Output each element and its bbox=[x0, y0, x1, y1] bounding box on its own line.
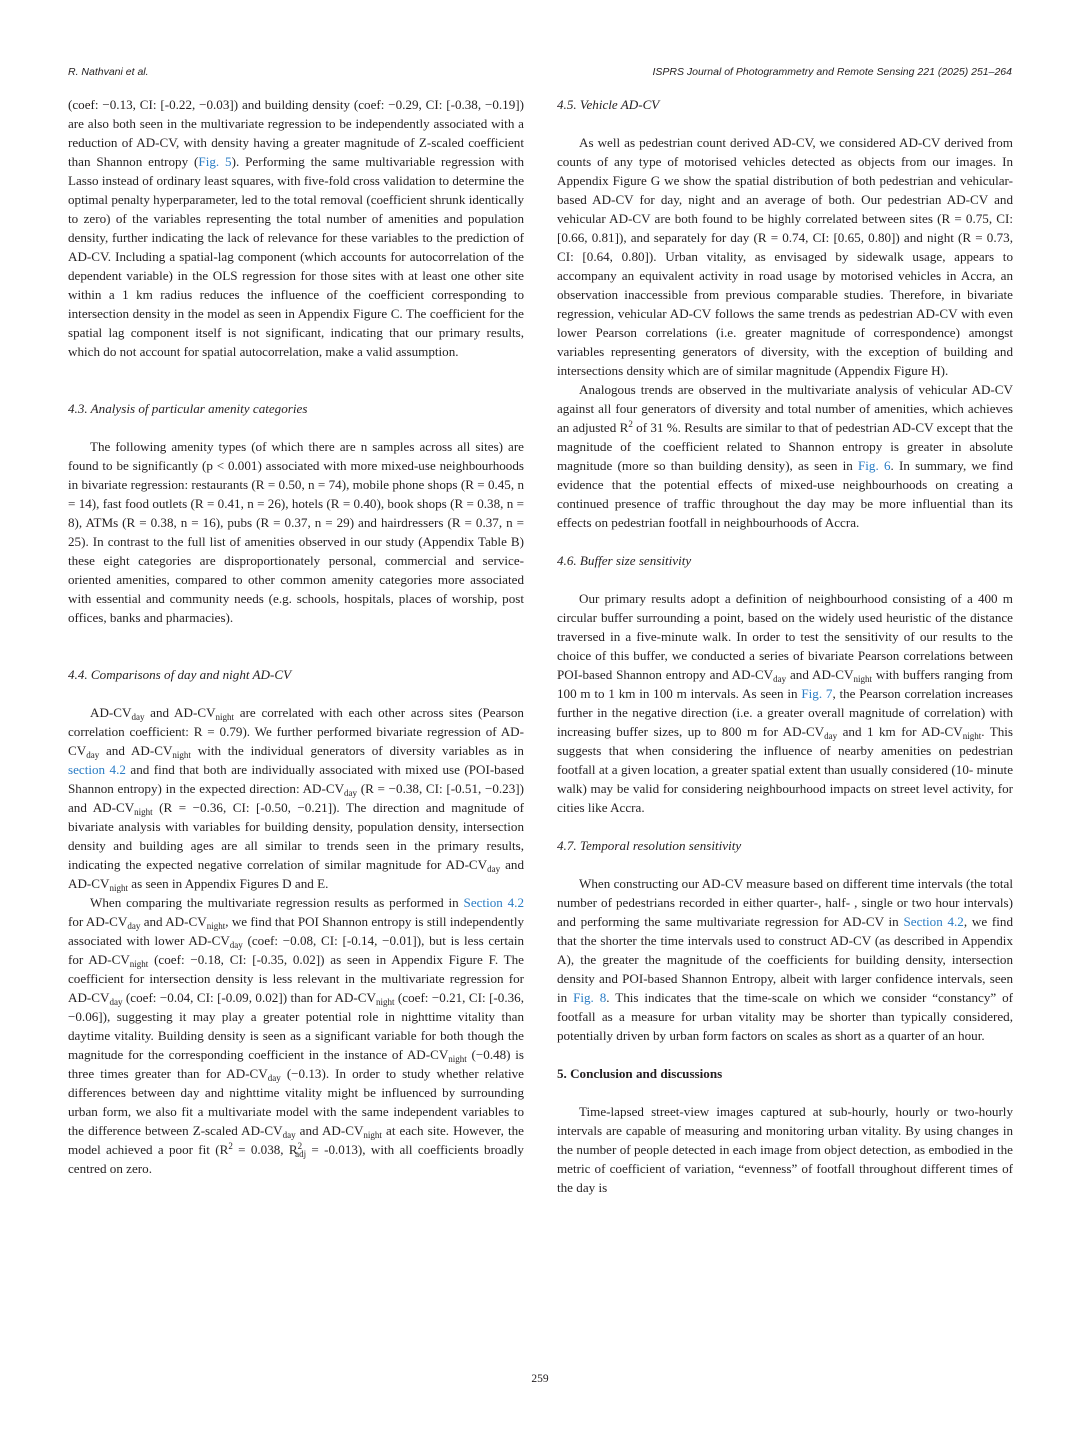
fig7-link[interactable]: Fig. 7 bbox=[801, 686, 833, 701]
section-4-2-link[interactable]: section 4.2 bbox=[68, 762, 126, 777]
paragraph-amenity-categories: The following amenity types (of which there are n samples across all sites) are found to be significantly (p < 0.001) associated with more mixed-use neighbourhoods in bivariate regression: restaurants (R = 0.50, n = 74), mobile phone shops (R = 0.45, n = 14), fast food outlets (R = 0.41, n = 26), hotels (R = 0.40), book shops (R = 0.38, n = 8), ATMs (R = 0.38, n = 16), pubs (R = 0.37, n = 29) and hairdressers (R = 0.37, n = 25). In contrast to the full list of amenities observed in our study (Appendix Table B) these eight categories are disproportionately personal, commercial and service-oriented amenities, compared to other common amenity categories more associated with essential and community needs (e.g. schools, hospitals, places of worship, post offices, banks and pharmacies). bbox=[68, 439, 524, 625]
paragraph-day-night-correlation: $AD-CV_{day}$ and $AD-CV_{night}$ are correlated with each other across sites (Pearson correlation coefficient: R = 0.79). We further performed bivariate regression of $AD-CV_{day}$ and $AD-CV_{night}$ with the individual generators of diversity variables as in section 4.2 and find that both are individually associated with mixed use (POI-based Shannon entropy) in the expected direction: $AD-CV_{day}$ (R = −0.38, CI: [-0.51, −0.23]) and $AD-CV_{night}$ (R = −0.36, CI: [-0.50, −0.21]). The direction and magnitude of bivariate analysis with variables for building density, population density, intersection density and building ages are all similar to trends seen in the primary results, indicating the expected negative correlation of similar magnitude for $AD-CV_{day}$ and $AD-CV_{night}$ as seen in Appendix Figures D and E. bbox=[68, 705, 524, 893]
running-header-journal: ISPRS Journal of Photogrammetry and Remote Sensing 221 (2025) 251–264 bbox=[652, 66, 1012, 78]
running-header-authors: R. Nathvani et al. bbox=[68, 66, 149, 78]
page-number: 259 bbox=[531, 1373, 549, 1385]
section-heading-4-7: 4.7. Temporal resolution sensitivity bbox=[557, 838, 742, 853]
paragraph-buffer-size: Our primary results adopt a definition of neighbourhood consisting of a 400 m circular buffer surrounding a point, based on the widely used heuristic of the distance traversed in a five-minute walk. In order to test the sensitivity of our results to the choice of this buffer, we conducted a series of bivariate Pearson correlations between POI-based Shannon entropy and $AD-CV_{day}$ and $AD-CV_{night}$ with buffers ranging from 100 m to 1 km in 100 m intervals. As seen in Fig. 7, the Pearson correlation increases further in the negative direction (i.e. a greater overall magnitude of correlation) with increasing buffer sizes, up to 800 m for $AD-CV_{day}$ and 1 km for $AD-CV_{night}$. This suggests that when considering the influence of nearby amenities on pedestrian footfall at a given location, a greater spatial extent than usually considered (10- minute walk) may be valid for considering neighbourhood impacts on street level activity, for cities like Accra. bbox=[557, 591, 1014, 815]
section-4-2-link[interactable]: Section 4.2 bbox=[463, 895, 524, 910]
paragraph-conclusion: Time-lapsed street-view images captured at sub-hourly, hourly or two-hourly intervals are capable of measuring and monitoring urban vitality. By using changes in the number of people detected in each image from object detection, as embodied in the metric of coefficient of variation, “evenness” of footfall throughout different times of the day is bbox=[557, 1104, 1013, 1195]
paragraph-multivariate-day-night: When comparing the multivariate regression results as performed in Section 4.2 for $AD-CV_{day}$ and $AD-CV_{night}$, we find that POI Shannon entropy is still independently associated with lower $AD-CV_{day}$ (coef: −0.08, CI: [-0.14, −0.01]), but is less certain for $AD-CV_{night}$ (coef: −0.18, CI: [-0.35, 0.02]) as seen in Appendix Figure F. The coefficient for intersection density is less relevant in the multivariate regression for $AD-CV_{day}$ (coef: −0.04, CI: [-0.09, 0.02]) than for $AD-CV_{night}$ (coef: −0.21, CI: [-0.36, −0.06]), suggesting it may play a greater potential role in nighttime vitality than daytime vitality. Building density is seen as a significant variable for both though the magnitude for the corresponding coefficient in the instance of $AD-CV_{night}$ (−0.48) is three times greater than for $AD-CV_{day}$ (−0.13). In order to study whether relative differences between day and nighttime vitality might be influenced by surrounding urban form, we also fit a multivariate model with the same independent variables to the difference between Z-scaled $AD-CV_{day}$ and $AD-CV_{night}$ at each site. However, the model achieved a poor fit ($R^2 = 0.038$, $R^2_{adj} = -0.013$), with all coefficients broadly centred on zero. bbox=[68, 895, 524, 1176]
paragraph-continuation: (coef: −0.13, CI: [-0.22, −0.03]) and building density (coef: −0.29, CI: [-0.38, −0.19]) are also both seen in the multivariate regression to be independently associated with a reduction of AD-CV, with density having a greater magnitude of Z-scaled coefficient than Shannon entropy (Fig. 5). Performing the same multivariable regression with Lasso instead of ordinary least squares, with five-fold cross validation to determine the optimal penalty hyperparameter, led to the total removal (coefficient shrunk identically to zero) of the variables representing the total number of amenities and population density, further indicating the lack of relevance for these variables to the prediction of AD-CV. Including a spatial-lag component (which accounts for autocorrelation of the dependent variable) in the OLS regression for those sites with at least one other site within a 1 km radius reduces the influence of the coefficient corresponding to intersection density in the model as seen in Appendix Figure C. The coefficient for the spatial lag component itself is not significant, indicating that our primary results, which do not account for spatial autocorrelation, make a valid assumption. bbox=[68, 97, 525, 359]
fig8-link[interactable]: Fig. 8 bbox=[573, 990, 607, 1005]
section-heading-4-4: 4.4. Comparisons of day and night AD-CV bbox=[68, 667, 292, 682]
section-4-2-link[interactable]: Section 4.2 bbox=[903, 914, 964, 929]
paragraph-temporal-resolution: When constructing our AD-CV measure based on different time intervals (the total number of pedestrians recorded in either quarter-, half- , single or two hour intervals) and performing the same multivariate regression for AD-CV in Section 4.2, we find that the shorter the time intervals used to construct AD-CV (as described in Appendix A), the greater the magnitude of the coefficients for building density, intersection density and POI-based Shannon Entropy, albeit with larger confidence intervals, seen in Fig. 8. This indicates that the time-scale on which we consider “constancy” of footfall as a measure for urban vitality may be shorter than typically considered, potentially driven by urban form factors on scales as short as a quarter of an hour. bbox=[557, 876, 1013, 1043]
left-column bbox=[68, 95, 524, 1178]
right-column bbox=[557, 95, 1013, 1197]
fig5-link[interactable]: Fig. 5 bbox=[198, 154, 232, 169]
paragraph-vehicle-ad-cv: As well as pedestrian count derived AD-CV, we considered AD-CV derived from counts of any type of motorised vehicles detected as objects from our images. In Appendix Figure G we show the spatial distribution of both pedestrian and vehicular-based AD-CV for day, night and an average of both. Our pedestrian AD-CV and vehicular AD-CV are both found to be highly correlated between sites (R = 0.75, CI: [0.66, 0.81]), and separately for day (R = 0.74, CI: [0.65, 0.80]) and night (R = 0.73, CI: [0.64, 0.80]). Urban vitality, as envisaged by sidewalk usage, appears to accompany an equivalent activity in road usage by motorised vehicles in Accra, an observation inaccessible from previous comparable studies. Therefore, in bivariate regression, vehicular AD-CV follows the same trends as pedestrian AD-CV with even lower Pearson correlations (i.e. greater magnitude of correspondence) amongst variables representing generators of diversity, with the exception of building and intersections density which are of similar magnitude (Appendix Figure H). bbox=[557, 135, 1013, 378]
section-heading-4-6: 4.6. Buffer size sensitivity bbox=[557, 553, 692, 568]
section-heading-4-5: 4.5. Vehicle AD-CV bbox=[557, 97, 660, 112]
section-heading-4-3: 4.3. Analysis of particular amenity categories bbox=[68, 401, 308, 416]
paragraph-vehicle-multivariate: Analogous trends are observed in the multivariate analysis of vehicular AD-CV against all four generators of diversity and total number of amenities, which achieves an adjusted $R^2$ of 31 %. Results are similar to that of pedestrian AD-CV except that the magnitude of the coefficient related to Shannon entropy is greater in absolute magnitude (more so than building density), as seen in Fig. 6. In summary, we find evidence that the potential effects of mixed-use neighbourhoods on creating a continued presence of traffic throughout the day may be more influential than its effects on pedestrian footfall in neighbourhoods of Accra. bbox=[557, 382, 1013, 530]
fig6-link[interactable]: Fig. 6 bbox=[858, 458, 891, 473]
section-heading-5: 5. Conclusion and discussions bbox=[557, 1066, 723, 1081]
